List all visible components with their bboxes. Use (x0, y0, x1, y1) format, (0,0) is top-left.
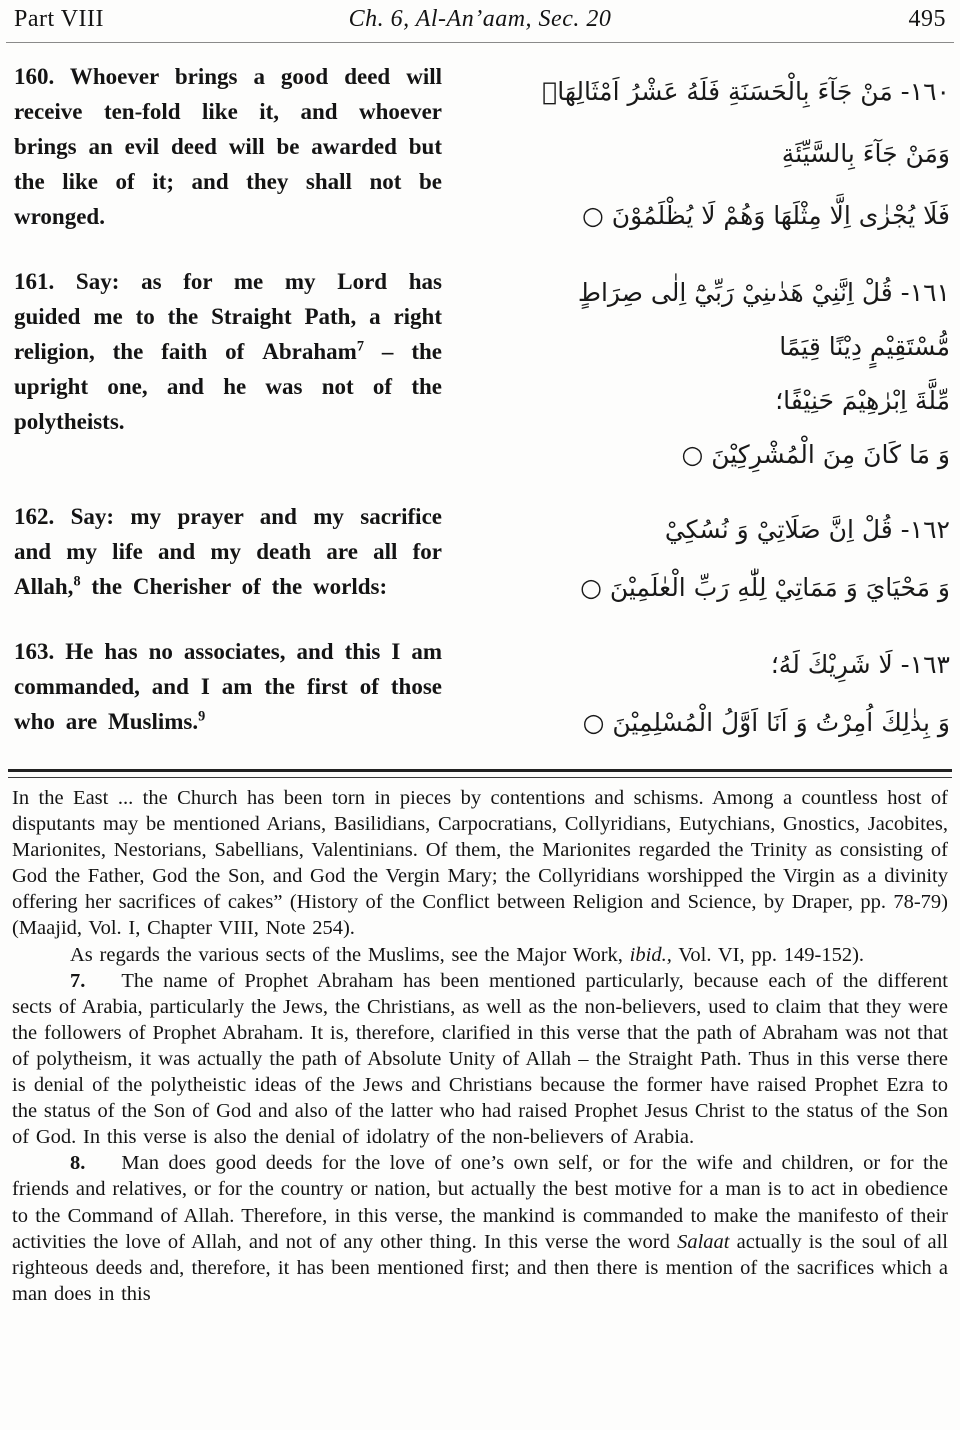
footnote-continuation-text: In the East ... the Church has been torn in pieces by contentions and schisms. Among a countless host of disputants may be mentioned Arians, Basilidians, Carpocratians, Collyridians, Eutychians, Gnostics, Jacobites, Marionites, Nestorians, Sabellians, Valentinians. Of them, the Marionites regarded the Trinity as consisting of God the Father, God the Son, and God the Vergin Mary; the Collyridians worshipped the Virgin as a divinity offering her sacrifices of cakes” (History of the Conflict between Religion and Science, by Draper, pp. 78-79) (Maajid, Vol. I, Chapter VIII, Note 254). (12, 787, 948, 940)
arabic-line: ١٦٢- قُلْ اِنَّ صَلَاتِيْ وَ نُسُكِيْ (664, 515, 950, 544)
verse-row-160 (14, 59, 950, 247)
footnote-ref-9: 9 (198, 708, 206, 725)
footnote-8-post: actually is the soul of all righteous deeds and, therefore, it has been mentioned first; and then there is mention of the sacrifices which a man does in this (12, 1230, 948, 1305)
footnote-8 (12, 1150, 948, 1307)
footnote-separator-rule (8, 769, 952, 778)
verse-163-text: 163. He has no associates, and this I am commanded, and I am the first of those who are Muslims. (14, 639, 442, 734)
verse-163-english (14, 634, 442, 739)
chapter-heading: Ch. 6, Al-An’aam, Sec. 20 (348, 6, 612, 32)
verse-162-text-after: the Cherisher of the worlds: (80, 574, 388, 599)
verse-161-text-after: – the upright one, and he was not of the polytheists. (14, 339, 442, 434)
arabic-line: وَ بِذٰلِكَ اُمِرْتُ وَ اَنَا اَوَّلُ الْمُسْلِمِيْنَ ○ (582, 708, 950, 737)
verse-row-161 (14, 264, 950, 482)
page-header (0, 0, 960, 33)
verse-160-english (14, 59, 442, 234)
footnote-ref-8: 8 (73, 573, 81, 590)
footnote-8-number: 8. (70, 1152, 86, 1175)
page-number: 495 (908, 6, 946, 32)
footnote-continuation (12, 785, 948, 942)
verses-section (0, 43, 960, 752)
arabic-line: وَمَنْ جَآءَ بِالسَّيِّئَةِ (781, 139, 950, 168)
verse-162-english (14, 499, 442, 604)
arabic-line: مِّلَّةَ اِبْرٰهِيْمَ حَنِيْفًا؛ (775, 386, 950, 415)
verse-162-arabic (462, 499, 950, 617)
verse-161-text: 161. Say: as for me my Lord has guided me to the Straight Path, a right religion, the faith of Abraham (14, 269, 442, 364)
verse-160-arabic (462, 59, 950, 247)
part-label: Part VIII (14, 6, 105, 32)
footnote-8-pre: Man does good deeds for the love of one’s own self, or for the wife and children, or for the friends and relatives, or for the country or nation, but actually the best motive for a man is to act in obedience to the Command of Allah. Therefore, in this verse, the mankind is commanded to make the manifesto of their activities the love of Allah, and not of any other thing. In this verse the word (12, 1152, 948, 1253)
arabic-line: فَلَا يُجْزٰى اِلَّا مِثْلَهَا وَهُمْ لَا يُظْلَمُوْنَ ○ (582, 201, 950, 230)
arabic-line: مُّسْتَقِيْمٍ دِيْنًا قِيَمًا (779, 332, 950, 361)
arabic-line: ١٦١- قُلْ اِنَّنِيْ هَدٰىنِيْ رَبِّيْٓ اِلٰى صِرَاطٍ (577, 278, 950, 307)
footnote-sects-ibid: ibid., (629, 943, 672, 966)
footnote-sects-paragraph (12, 942, 948, 968)
footnote-7 (12, 968, 948, 1151)
verse-row-163 (14, 634, 950, 752)
verse-row-162 (14, 499, 950, 617)
verse-160-text: 160. Whoever brings a good deed will receive ten-fold like it, and whoever brings an evil deed will be awarded but the like of it; and they shall not be wronged. (14, 64, 442, 229)
verse-161-english (14, 264, 442, 439)
verse-161-arabic (462, 264, 950, 482)
arabic-line: ١٦٣- لَا شَرِيْكَ لَهُ؛ (770, 650, 950, 679)
arabic-line: ١٦٠- مَنْ جَآءَ بِالْحَسَنَةِ فَلَهُ عَشْرُ اَمْثَالِهَاؚ (542, 77, 950, 106)
arabic-line: وَ مَحْيَايَ وَ مَمَاتِيْ لِلّٰهِ رَبِّ الْعٰلَمِيْنَ ○ (580, 573, 950, 602)
footnote-7-number: 7. (70, 969, 86, 992)
arabic-line: وَ مَا كَانَ مِنَ الْمُشْرِكِيْنَ ○ (681, 440, 950, 469)
footnote-ref-7: 7 (356, 338, 364, 355)
footnotes-section (0, 778, 960, 1307)
footnote-sects-post: Vol. VI, pp. 149-152). (671, 943, 865, 966)
footnote-7-text: The name of Prophet Abraham has been mentioned particularly, because each of the different sects of Arabia, particularly the Jews, the Christians, as well as the non-believers, used to claim that they were the followers of Prophet Abraham. It is, therefore, clarified in this verse that the path of Abraham was not that of polytheism, it was actually the path of Absolute Unity of Allah – the Straight Path. Thus in this verse there is denial of the polytheistic ideas of the Jews and Christians because the former have raised Prophet Ezra to the status of the Son of God and also of the latter who had raised Prophet Jesus Christ to the status of the Son of God. In this verse is also the denial of idolatry of the non-believers of Arabia. (12, 969, 948, 1149)
verse-163-arabic (462, 634, 950, 752)
footnote-8-salaat: Salaat (677, 1230, 730, 1253)
verse-162-text: 162. Say: my prayer and my sacrifice and my life and my death are all for Allah, (14, 504, 442, 599)
footnote-sects-pre: As regards the various sects of the Muslims, see the Major Work, (70, 943, 630, 966)
